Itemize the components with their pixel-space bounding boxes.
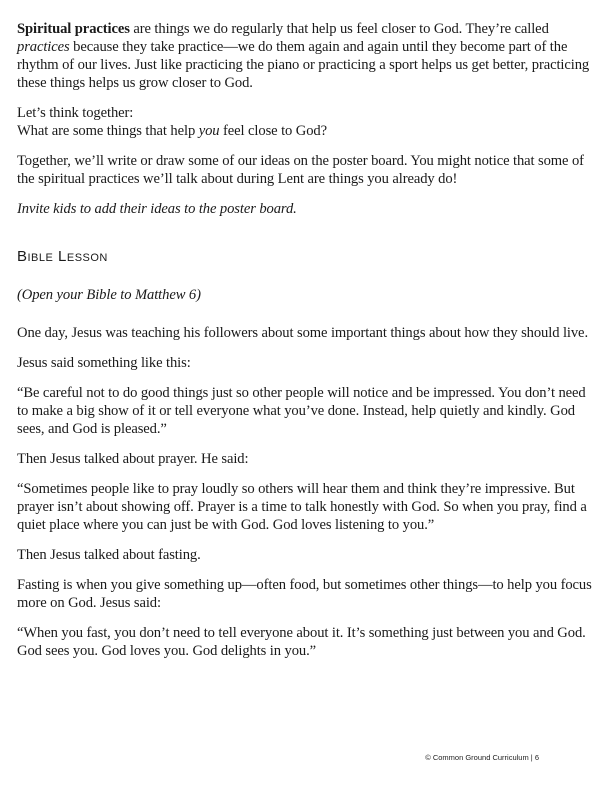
poster-paragraph: Together, we’ll write or draw some of our ideas on the poster board. You might notice that some of the spiritual practices we’ll talk about during Lent are things you already do! xyxy=(17,153,584,187)
think-together xyxy=(17,104,592,140)
page-footer: © Common Ground Curriculum | 6 xyxy=(425,753,539,762)
term-bold: Spiritual practices xyxy=(17,21,130,37)
bible-reference-text: (Open your Bible to Matthew 6) xyxy=(17,287,201,303)
think-label: Let’s think together: xyxy=(17,105,134,121)
term-italic: practices xyxy=(17,39,70,55)
intro-text-a: are things we do regularly that help us feel closer to God. They’re called xyxy=(129,21,549,37)
lesson-paragraph: Jesus said something like this: xyxy=(17,355,191,371)
think-question-italic: you xyxy=(198,123,220,139)
lesson-paragraph: Then Jesus talked about fasting. xyxy=(17,547,201,563)
lesson-paragraph: “When you fast, you don’t need to tell everyone about it. It’s something just between you and God. God sees you. God loves you. God delights in you.” xyxy=(17,625,586,659)
instruction xyxy=(17,200,592,218)
think-question-a: What are some things that help xyxy=(17,123,199,139)
document-page xyxy=(17,20,592,672)
think-question-b: feel close to God? xyxy=(219,123,327,139)
lesson-paragraph: One day, Jesus was teaching his followers about some important things about how they should live. xyxy=(17,325,588,341)
lesson-paragraph: “Sometimes people like to pray loudly so others will hear them and think they’re impressive. But prayer isn’t about showing off. Prayer is a time to talk honestly with God. So when you pray, find a quiet place where you can just be with God. God loves listening to you.” xyxy=(17,481,587,533)
bible-reference xyxy=(17,286,592,304)
section-heading: Bible Lesson xyxy=(17,248,108,265)
lesson-paragraph: Fasting is when you give something up—often food, but sometimes other things—to help you focus more on God. Jesus said: xyxy=(17,577,592,611)
instruction-text: Invite kids to add their ideas to the poster board. xyxy=(17,201,297,217)
intro-paragraph xyxy=(17,20,592,92)
lesson-paragraph: “Be careful not to do good things just so other people will notice and be impressed. You don’t need to make a big show of it or tell everyone what you’ve done. Instead, help quietly and kindly. God sees, and God is pleased.” xyxy=(17,385,586,437)
intro-text-b: because they take practice—we do them again and again until they become part of the rhythm of our lives. Just like practicing the piano or practicing a sport helps us get better, practicing these things helps us grow closer to God. xyxy=(17,39,590,91)
lesson-paragraph: Then Jesus talked about prayer. He said: xyxy=(17,451,249,467)
